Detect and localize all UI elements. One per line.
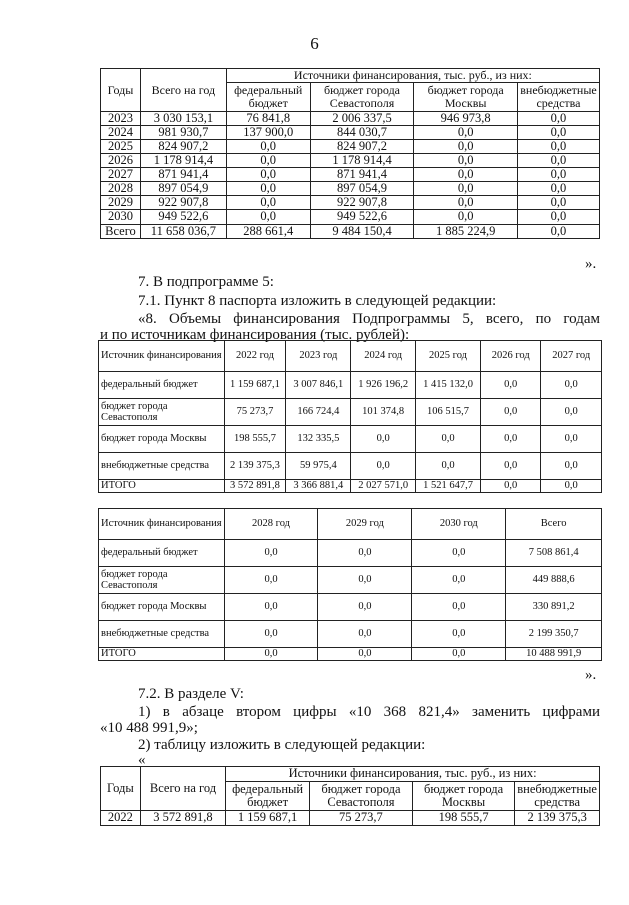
table-row xyxy=(101,139,600,153)
col-years-header: Годы xyxy=(101,69,141,112)
value-cell: 981 930,7 xyxy=(140,125,226,139)
value-cell: 166 724,4 xyxy=(286,399,351,426)
value-cell: 0,0 xyxy=(517,224,599,238)
value-cell: 897 054,9 xyxy=(310,182,414,196)
source-label: федеральный бюджет xyxy=(99,372,225,399)
year-cell: 2030 xyxy=(101,210,141,224)
financing-sources-table-2022-2027 xyxy=(98,340,602,493)
value-cell: 0,0 xyxy=(224,648,318,661)
value-cell: 75 273,7 xyxy=(224,399,286,426)
table-row xyxy=(101,153,600,167)
financing-table-by-year xyxy=(100,68,600,239)
value-cell: 0,0 xyxy=(541,453,602,480)
value-cell: 0,0 xyxy=(480,480,541,493)
value-cell: 0,0 xyxy=(412,594,506,621)
value-cell: 0,0 xyxy=(517,210,599,224)
value-cell: 0,0 xyxy=(517,168,599,182)
table-row xyxy=(101,111,600,125)
source-label: бюджет города Севастополя xyxy=(99,567,225,594)
table-row xyxy=(99,372,602,399)
value-cell: 1 885 224,9 xyxy=(414,224,518,238)
col-federal-header: федеральный бюджет xyxy=(226,82,310,111)
col-sevastopol-header: бюджет города Севастополя xyxy=(309,782,412,811)
year-cell: 2027 xyxy=(101,168,141,182)
value-cell: 0,0 xyxy=(517,182,599,196)
value-cell: 922 907,8 xyxy=(310,196,414,210)
value-cell: 824 907,2 xyxy=(140,139,226,153)
table-row xyxy=(99,540,602,567)
value-cell: 0,0 xyxy=(224,621,318,648)
value-cell: 0,0 xyxy=(226,210,310,224)
value-cell: 0,0 xyxy=(517,111,599,125)
value-cell: 1 926 196,2 xyxy=(351,372,416,399)
value-cell: 0,0 xyxy=(416,453,481,480)
col-total-header: Всего на год xyxy=(140,69,226,112)
value-cell: 198 555,7 xyxy=(412,811,514,826)
table-row xyxy=(101,210,600,224)
value-cell: 0,0 xyxy=(226,182,310,196)
value-cell: 0,0 xyxy=(224,540,318,567)
value-cell: 0,0 xyxy=(480,453,541,480)
value-cell: 0,0 xyxy=(414,153,518,167)
value-cell: 0,0 xyxy=(541,372,602,399)
table-row xyxy=(99,648,602,661)
value-cell: 0,0 xyxy=(226,139,310,153)
value-cell: 11 658 036,7 xyxy=(140,224,226,238)
value-cell: 946 973,8 xyxy=(414,111,518,125)
closing-quote-1: ». xyxy=(585,256,597,272)
value-cell: 0,0 xyxy=(224,594,318,621)
source-label: бюджет города Севастополя xyxy=(99,399,225,426)
col-moscow-header: бюджет города Москвы xyxy=(414,82,518,111)
year-cell: 2023 xyxy=(101,111,141,125)
value-cell: 0,0 xyxy=(318,567,412,594)
value-cell: 922 907,8 xyxy=(140,196,226,210)
value-cell: 0,0 xyxy=(480,372,541,399)
financing-sources-table-2028-2030 xyxy=(98,508,602,661)
value-cell: 3 007 846,1 xyxy=(286,372,351,399)
value-cell: 2 006 337,5 xyxy=(310,111,414,125)
value-cell: 3 366 881,4 xyxy=(286,480,351,493)
value-cell: 0,0 xyxy=(412,567,506,594)
paragraph-quote-cont: и по источникам финансирования (тыс. рублей): xyxy=(100,327,410,343)
value-cell: 7 508 861,4 xyxy=(506,540,602,567)
source-label: ИТОГО xyxy=(99,648,225,661)
source-label: внебюджетные средства xyxy=(99,453,225,480)
year-header: 2023 год xyxy=(286,341,351,372)
value-cell: 871 941,4 xyxy=(310,168,414,182)
source-label: федеральный бюджет xyxy=(99,540,225,567)
table-row xyxy=(101,224,600,238)
source-label: внебюджетные средства xyxy=(99,621,225,648)
year-cell: 2025 xyxy=(101,139,141,153)
col-source-header: Источник финансирования xyxy=(99,341,225,372)
year-header: 2027 год xyxy=(541,341,602,372)
value-cell: 0,0 xyxy=(226,153,310,167)
value-cell: 949 522,6 xyxy=(140,210,226,224)
value-cell: 76 841,8 xyxy=(226,111,310,125)
value-cell: 1 521 647,7 xyxy=(416,480,481,493)
closing-quote-2: ». xyxy=(585,667,597,683)
year-cell: 2026 xyxy=(101,153,141,167)
col-extra-header: внебюджетные средства xyxy=(515,782,600,811)
table-row xyxy=(99,567,602,594)
table-row xyxy=(101,811,600,826)
value-cell: 0,0 xyxy=(226,168,310,182)
value-cell: 0,0 xyxy=(414,168,518,182)
value-cell: 0,0 xyxy=(541,426,602,453)
value-cell: 0,0 xyxy=(541,399,602,426)
col-sevastopol-header: бюджет города Севастополя xyxy=(310,82,414,111)
value-cell: 0,0 xyxy=(480,399,541,426)
col-source-header: Источник финансирования xyxy=(99,509,225,540)
table-row xyxy=(101,125,600,139)
value-cell: 3 572 891,8 xyxy=(224,480,286,493)
value-cell: 0,0 xyxy=(480,426,541,453)
year-cell: 2024 xyxy=(101,125,141,139)
value-cell: 0,0 xyxy=(351,426,416,453)
value-cell: 2 139 375,3 xyxy=(515,811,600,826)
year-header: 2022 год xyxy=(224,341,286,372)
col-total-header: Всего на год xyxy=(140,767,226,811)
value-cell: 330 891,2 xyxy=(506,594,602,621)
value-cell: 0,0 xyxy=(517,196,599,210)
year-cell: 2029 xyxy=(101,196,141,210)
value-cell: 0,0 xyxy=(224,567,318,594)
value-cell: 132 335,5 xyxy=(286,426,351,453)
value-cell: 3 030 153,1 xyxy=(140,111,226,125)
table-row xyxy=(99,453,602,480)
value-cell: 0,0 xyxy=(414,196,518,210)
value-cell: 0,0 xyxy=(517,125,599,139)
value-cell: 949 522,6 xyxy=(310,210,414,224)
value-cell: 897 054,9 xyxy=(140,182,226,196)
value-cell: 3 572 891,8 xyxy=(140,811,226,826)
value-cell: 0,0 xyxy=(414,182,518,196)
total-header: Всего xyxy=(506,509,602,540)
paragraph-replace-digits-cont: «10 488 991,9»; xyxy=(100,720,198,736)
paragraph-7-1: 7.1. Пункт 8 паспорта изложить в следующей редакции: xyxy=(138,293,497,309)
value-cell: 2 027 571,0 xyxy=(351,480,416,493)
value-cell: 0,0 xyxy=(318,594,412,621)
value-cell: 0,0 xyxy=(517,139,599,153)
table-row xyxy=(99,426,602,453)
table-row xyxy=(99,480,602,493)
year-header: 2030 год xyxy=(412,509,506,540)
paragraph-replace-digits: 1) в абзаце втором цифры «10 368 821,4» заменить цифрами xyxy=(138,704,600,720)
value-cell: 0,0 xyxy=(412,621,506,648)
value-cell: 1 178 914,4 xyxy=(140,153,226,167)
paragraph-table-edition: 2) таблицу изложить в следующей редакции: xyxy=(138,737,426,753)
sources-header: Источники финансирования, тыс. руб., из них: xyxy=(226,767,600,782)
value-cell: 0,0 xyxy=(412,540,506,567)
table-row xyxy=(101,168,600,182)
paragraph-7: 7. В подпрограмме 5: xyxy=(138,274,274,290)
value-cell: 844 030,7 xyxy=(310,125,414,139)
year-cell: 2028 xyxy=(101,182,141,196)
value-cell: 0,0 xyxy=(226,196,310,210)
table-row xyxy=(99,399,602,426)
source-label: ИТОГО xyxy=(99,480,225,493)
source-label: бюджет города Москвы xyxy=(99,426,225,453)
year-header: 2024 год xyxy=(351,341,416,372)
value-cell: 1 159 687,1 xyxy=(224,372,286,399)
table-row xyxy=(101,196,600,210)
value-cell: 0,0 xyxy=(414,125,518,139)
page-number: 6 xyxy=(310,34,319,53)
value-cell: 824 907,2 xyxy=(310,139,414,153)
value-cell: 106 515,7 xyxy=(416,399,481,426)
value-cell: 1 415 132,0 xyxy=(416,372,481,399)
opening-quote: « xyxy=(138,752,146,768)
value-cell: 59 975,4 xyxy=(286,453,351,480)
value-cell: 0,0 xyxy=(351,453,416,480)
value-cell: 2 139 375,3 xyxy=(224,453,286,480)
year-cell: 2022 xyxy=(101,811,141,826)
value-cell: 2 199 350,7 xyxy=(506,621,602,648)
paragraph-7-2: 7.2. В разделе V: xyxy=(138,686,244,702)
paragraph-quote-start: «8. Объемы финансирования Подпрограммы 5, всего, по годам xyxy=(138,311,600,327)
source-label: бюджет города Москвы xyxy=(99,594,225,621)
year-header: 2029 год xyxy=(318,509,412,540)
value-cell: 871 941,4 xyxy=(140,168,226,182)
col-moscow-header: бюджет города Москвы xyxy=(412,782,514,811)
year-header: 2026 год xyxy=(480,341,541,372)
table-row xyxy=(101,182,600,196)
year-cell: Всего xyxy=(101,224,141,238)
value-cell: 0,0 xyxy=(517,153,599,167)
col-years-header: Годы xyxy=(101,767,141,811)
sources-header: Источники финансирования, тыс. руб., из них: xyxy=(226,69,599,83)
value-cell: 449 888,6 xyxy=(506,567,602,594)
value-cell: 0,0 xyxy=(416,426,481,453)
value-cell: 10 488 991,9 xyxy=(506,648,602,661)
value-cell: 0,0 xyxy=(541,480,602,493)
value-cell: 101 374,8 xyxy=(351,399,416,426)
col-federal-header: федеральный бюджет xyxy=(226,782,310,811)
value-cell: 288 661,4 xyxy=(226,224,310,238)
value-cell: 75 273,7 xyxy=(309,811,412,826)
table-row xyxy=(99,621,602,648)
value-cell: 1 178 914,4 xyxy=(310,153,414,167)
value-cell: 0,0 xyxy=(318,540,412,567)
value-cell: 0,0 xyxy=(318,621,412,648)
value-cell: 0,0 xyxy=(414,210,518,224)
year-header: 2025 год xyxy=(416,341,481,372)
col-extra-header: внебюджетные средства xyxy=(517,82,599,111)
table-row xyxy=(99,594,602,621)
value-cell: 137 900,0 xyxy=(226,125,310,139)
value-cell: 0,0 xyxy=(414,139,518,153)
year-header: 2028 год xyxy=(224,509,318,540)
financing-table-2022 xyxy=(100,766,600,826)
value-cell: 1 159 687,1 xyxy=(226,811,310,826)
value-cell: 0,0 xyxy=(412,648,506,661)
value-cell: 9 484 150,4 xyxy=(310,224,414,238)
value-cell: 0,0 xyxy=(318,648,412,661)
value-cell: 198 555,7 xyxy=(224,426,286,453)
